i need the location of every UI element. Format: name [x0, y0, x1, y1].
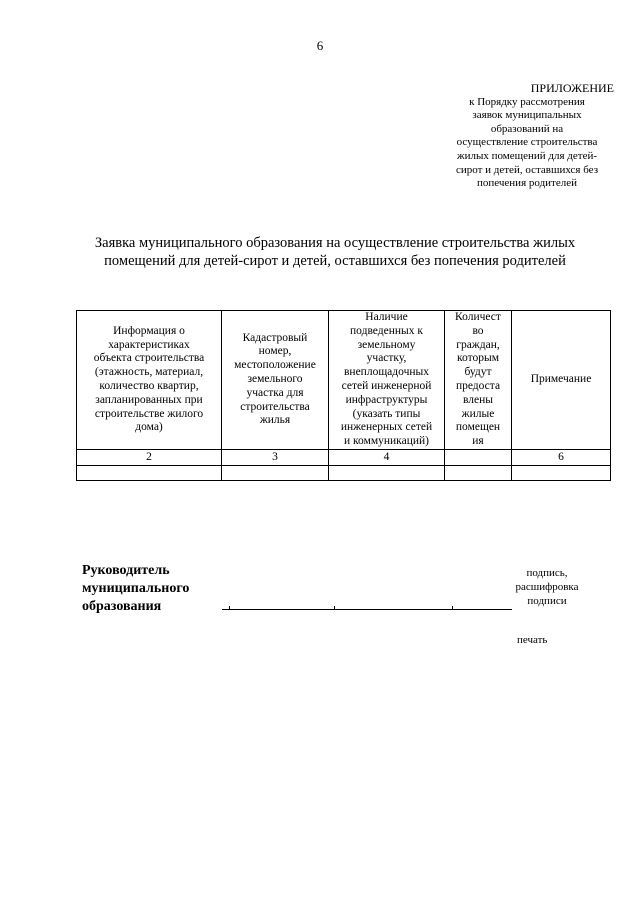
header-cadastral — [222, 311, 329, 450]
header-line: местоположение — [234, 359, 316, 372]
header-line: земельному — [357, 338, 416, 351]
header-line: жилые — [461, 407, 495, 420]
table-header-row — [77, 311, 611, 450]
table-number-row — [77, 449, 611, 465]
table-cell — [77, 465, 222, 480]
column-number — [445, 449, 512, 465]
table-empty-row — [77, 465, 611, 480]
signature-line-tick — [334, 606, 335, 610]
signature-caption-line: подпись, — [526, 567, 568, 579]
header-line: Наличие — [365, 311, 408, 323]
header-line: во — [472, 324, 484, 337]
appendix-line: жилых помещений для детей- — [456, 149, 597, 162]
signature-caption-line: подписи — [527, 595, 567, 607]
signatory-label-line: муниципального — [82, 581, 190, 596]
header-line: внеплощадочных — [343, 366, 429, 379]
header-line: и коммуникаций) — [344, 435, 429, 448]
header-line: строительства — [240, 400, 310, 413]
header-line: предоста — [455, 379, 501, 392]
signature-line-tick — [452, 606, 453, 610]
signatory-label-line: образования — [82, 599, 162, 614]
signatory-label-line: Руководитель — [82, 563, 170, 578]
header-line: объекта строительства — [93, 352, 205, 365]
title-line: помещений для детей-сирот и детей, оставшихся без попечения родителей — [104, 253, 566, 269]
application-table — [76, 310, 611, 481]
column-number: 6 — [512, 449, 611, 465]
header-line: Количест — [455, 311, 501, 323]
column-number: 4 — [329, 449, 445, 465]
header-line: будут — [464, 366, 492, 379]
appendix-line: образований на — [490, 122, 564, 135]
header-citizens-count — [445, 311, 512, 450]
signature-line-tick — [229, 606, 230, 610]
header-line: инженерных сетей — [340, 421, 433, 434]
header-line: номер, — [258, 345, 292, 358]
header-line: земельного — [247, 373, 303, 386]
signature-line — [222, 609, 512, 610]
appendix-line: к Порядку рассмотрения — [469, 95, 585, 108]
appendix-line: заявок муниципальных — [472, 109, 582, 122]
signatory-label — [82, 562, 189, 616]
header-line: Кадастровый — [242, 331, 308, 344]
appendix-line: осуществление строительства — [456, 136, 598, 149]
stamp-label: печать — [517, 634, 548, 646]
header-line: подведенных к — [350, 324, 423, 337]
header-line: запланированных при — [95, 393, 203, 406]
signature-caption — [502, 566, 592, 608]
page-number: 6 — [316, 38, 324, 53]
header-line: жилья — [259, 414, 291, 427]
header-note — [512, 311, 611, 450]
table-cell — [445, 465, 512, 480]
header-object-info — [77, 311, 222, 450]
header-line: которым — [457, 352, 499, 365]
header-line: сетей инженерной — [341, 379, 432, 392]
appendix-line: сирот и детей, оставшихся без — [455, 163, 599, 176]
table-cell — [329, 465, 445, 480]
header-line: дома) — [135, 421, 163, 434]
title-line: Заявка муниципального образования на осуществление строительства жилых — [94, 235, 576, 251]
signature-caption-line: расшифровка — [515, 581, 579, 593]
document-title — [70, 234, 600, 270]
header-line: ия — [472, 435, 484, 448]
header-line: участку, — [366, 352, 407, 365]
header-infrastructure — [329, 311, 445, 450]
appendix-heading: ПРИЛОЖЕНИЕ — [530, 81, 614, 95]
header-line: участка для — [246, 386, 304, 399]
column-number: 2 — [77, 449, 222, 465]
header-line: граждан, — [456, 338, 500, 351]
header-line: (этажность, материал, — [94, 366, 204, 379]
header-line: инфраструктуры — [345, 393, 428, 406]
appendix-line: попечения родителей — [477, 177, 577, 190]
appendix-block — [440, 82, 614, 191]
header-line: характеристиках — [108, 338, 190, 351]
column-number: 3 — [222, 449, 329, 465]
table-cell — [222, 465, 329, 480]
header-line: помещен — [455, 421, 501, 434]
header-line: количество квартир, — [99, 379, 199, 392]
header-line: строительстве жилого — [94, 407, 204, 420]
header-line: Информация о — [113, 324, 185, 337]
header-line: Примечание — [530, 373, 592, 386]
header-line: (указать типы — [352, 407, 421, 420]
header-line: влены — [462, 393, 493, 406]
table-cell — [512, 465, 611, 480]
